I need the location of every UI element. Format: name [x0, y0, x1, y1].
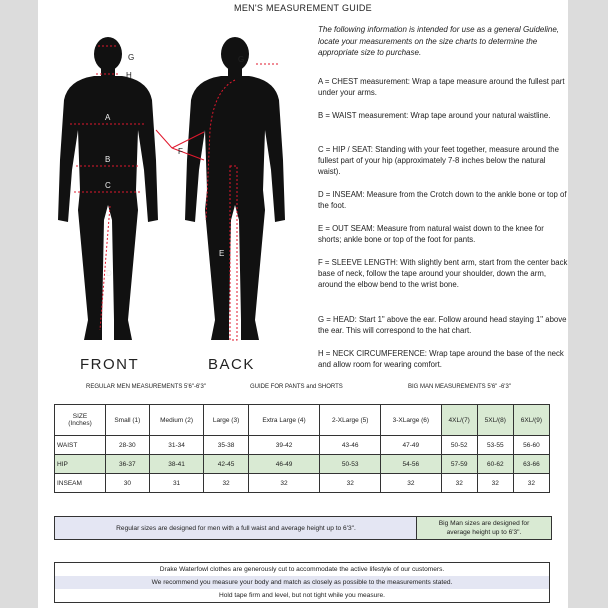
definition-key: E = OUT SEAM: — [318, 224, 375, 233]
footer-line-3: Hold tape firm and level, but not tight while you measure. — [218, 592, 386, 599]
definition-outseam — [318, 223, 568, 245]
definition-text: Wrap tape around your natural waistline. — [410, 111, 551, 120]
table-cell: 32 — [204, 474, 248, 493]
marker-f: F — [178, 147, 183, 156]
definition-key: A = CHEST measurement: — [318, 77, 410, 86]
table-header-cell: 2-XLarge (5) — [320, 405, 381, 436]
table-cell: 56-60 — [513, 436, 549, 455]
table-cell: 31 — [149, 474, 204, 493]
definition-key: H = NECK CIRCUMFERENCE: — [318, 349, 427, 358]
row-label: HIP — [55, 455, 106, 474]
table-header-cell: 5XL/(8) — [477, 405, 513, 436]
definition-head — [318, 314, 568, 336]
size-unit: (Inches) — [68, 420, 92, 427]
definition-key: D = INSEAM: — [318, 190, 365, 199]
table-header-cell: 6XL/(9) — [513, 405, 549, 436]
back-label: BACK — [208, 356, 255, 373]
definition-chest — [318, 76, 568, 98]
back-figure — [185, 37, 285, 340]
table-row — [55, 436, 550, 455]
marker-c: C — [105, 181, 111, 190]
table-cell: 63-66 — [513, 455, 549, 474]
table-cell: 50-52 — [441, 436, 477, 455]
marker-e: E — [219, 249, 225, 258]
table-cell: 53-55 — [477, 436, 513, 455]
front-label: FRONT — [80, 356, 140, 373]
table-cell: 32 — [477, 474, 513, 493]
definition-text: Wrap tape around the base of the neck and allow room for wearing comfort. — [318, 349, 564, 370]
table-cell: 30 — [106, 474, 150, 493]
table-header-cell: Medium (2) — [149, 405, 204, 436]
pants-heading: GUIDE FOR PANTS and SHORTS — [250, 384, 343, 390]
table-cell: 32 — [248, 474, 320, 493]
definition-key: B = WAIST measurement: — [318, 111, 409, 120]
intro-text: The following information is intended for use as a general Guideline, locate your measurements on the size charts to determine the appropriate size to purchase. — [318, 25, 560, 57]
table-header-cell: Large (3) — [204, 405, 248, 436]
definition-key: C = HIP / SEAT: — [318, 145, 373, 154]
table-cell: 32 — [320, 474, 381, 493]
table-cell: 38-41 — [149, 455, 204, 474]
measurement-guide-sheet — [38, 0, 568, 608]
definition-inseam — [318, 189, 568, 211]
table-cell: 36-37 — [106, 455, 150, 474]
definition-text: With slightly bent arm, start from the center back base of neck, follow the tape around your shoulder, down the arm, around the elbow bend to the wrist bone. — [318, 258, 568, 290]
marker-g-back: G — [238, 55, 245, 64]
table-header-cell: 4XL/(7) — [441, 405, 477, 436]
definition-text: Measure from the Crotch down to the ankle bone or top of the foot. — [318, 190, 567, 211]
definition-key: G = HEAD: — [318, 315, 357, 324]
table-cell: 43-46 — [320, 436, 381, 455]
table-header-cell: Small (1) — [106, 405, 150, 436]
size-table — [54, 404, 550, 493]
page-title: MEN'S MEASUREMENT GUIDE — [234, 3, 372, 13]
definition-neck — [318, 348, 568, 370]
big-man-heading: BIG MAN MEASUREMENTS 5'6" -6'3" — [408, 384, 511, 390]
table-cell: 50-53 — [320, 455, 381, 474]
table-cell: 39-42 — [248, 436, 320, 455]
table-cell: 47-49 — [381, 436, 442, 455]
definition-text: Start 1" above the ear. Follow around head staying 1" above the ear. This will correspond to the hat chart. — [318, 315, 567, 336]
table-header-cell: 3-XLarge (6) — [381, 405, 442, 436]
table-cell: 28-30 — [106, 436, 150, 455]
marker-g-front: G — [128, 53, 135, 62]
table-cell: 60-62 — [477, 455, 513, 474]
table-row — [55, 474, 550, 493]
table-cell: 57-59 — [441, 455, 477, 474]
table-cell: 35-38 — [204, 436, 248, 455]
definition-sleeve — [318, 257, 568, 291]
body-diagram — [38, 20, 318, 360]
marker-b: B — [105, 155, 111, 164]
definition-text: Standing with your feet together, measure around the fullest part of your hip (approximately 7-8 inches below the natural waist). — [318, 145, 559, 177]
footer-line-1: Drake Waterfowl clothes are generously cut to accommodate the active lifestyle of our customers. — [159, 566, 445, 573]
footer-line-2: We recommend you measure your body and match as closely as possible to the measurements stated. — [55, 576, 549, 589]
size-label: SIZE — [72, 413, 88, 420]
table-row — [55, 455, 550, 474]
regular-heading: REGULAR MEN MEASUREMENTS 5'6"-6'3" — [86, 384, 206, 390]
definition-key: F = SLEEVE LENGTH: — [318, 258, 398, 267]
table-cell: 42-45 — [204, 455, 248, 474]
marker-a: A — [105, 113, 111, 122]
big-man-note-line-1: Big Man sizes are designed for — [438, 520, 530, 527]
table-cell: 46-49 — [248, 455, 320, 474]
definition-text: Wrap a tape measure around the fullest part under your arms. — [318, 77, 565, 98]
table-header-row — [55, 405, 550, 436]
row-label: WAIST — [55, 436, 106, 455]
table-cell: 31-34 — [149, 436, 204, 455]
definition-hip — [318, 144, 568, 178]
definition-waist — [318, 110, 568, 121]
table-header-cell — [55, 405, 106, 436]
table-cell: 32 — [513, 474, 549, 493]
footer-box — [54, 562, 550, 603]
table-cell: 32 — [381, 474, 442, 493]
table-header-cell: Extra Large (4) — [248, 405, 320, 436]
marker-h: H — [126, 71, 132, 80]
table-cell: 32 — [441, 474, 477, 493]
big-man-note — [416, 516, 552, 540]
definition-text: Measure from natural waist down to the knee for shorts; ankle bone or top of the foot for pants. — [318, 224, 544, 245]
row-label: INSEAM — [55, 474, 106, 493]
marker-d: D — [106, 269, 112, 278]
table-cell: 54-56 — [381, 455, 442, 474]
regular-size-note: Regular sizes are designed for men with a full waist and average height up to 6'3". — [54, 516, 418, 540]
big-man-note-line-2: average height up to 6'3". — [446, 529, 522, 536]
